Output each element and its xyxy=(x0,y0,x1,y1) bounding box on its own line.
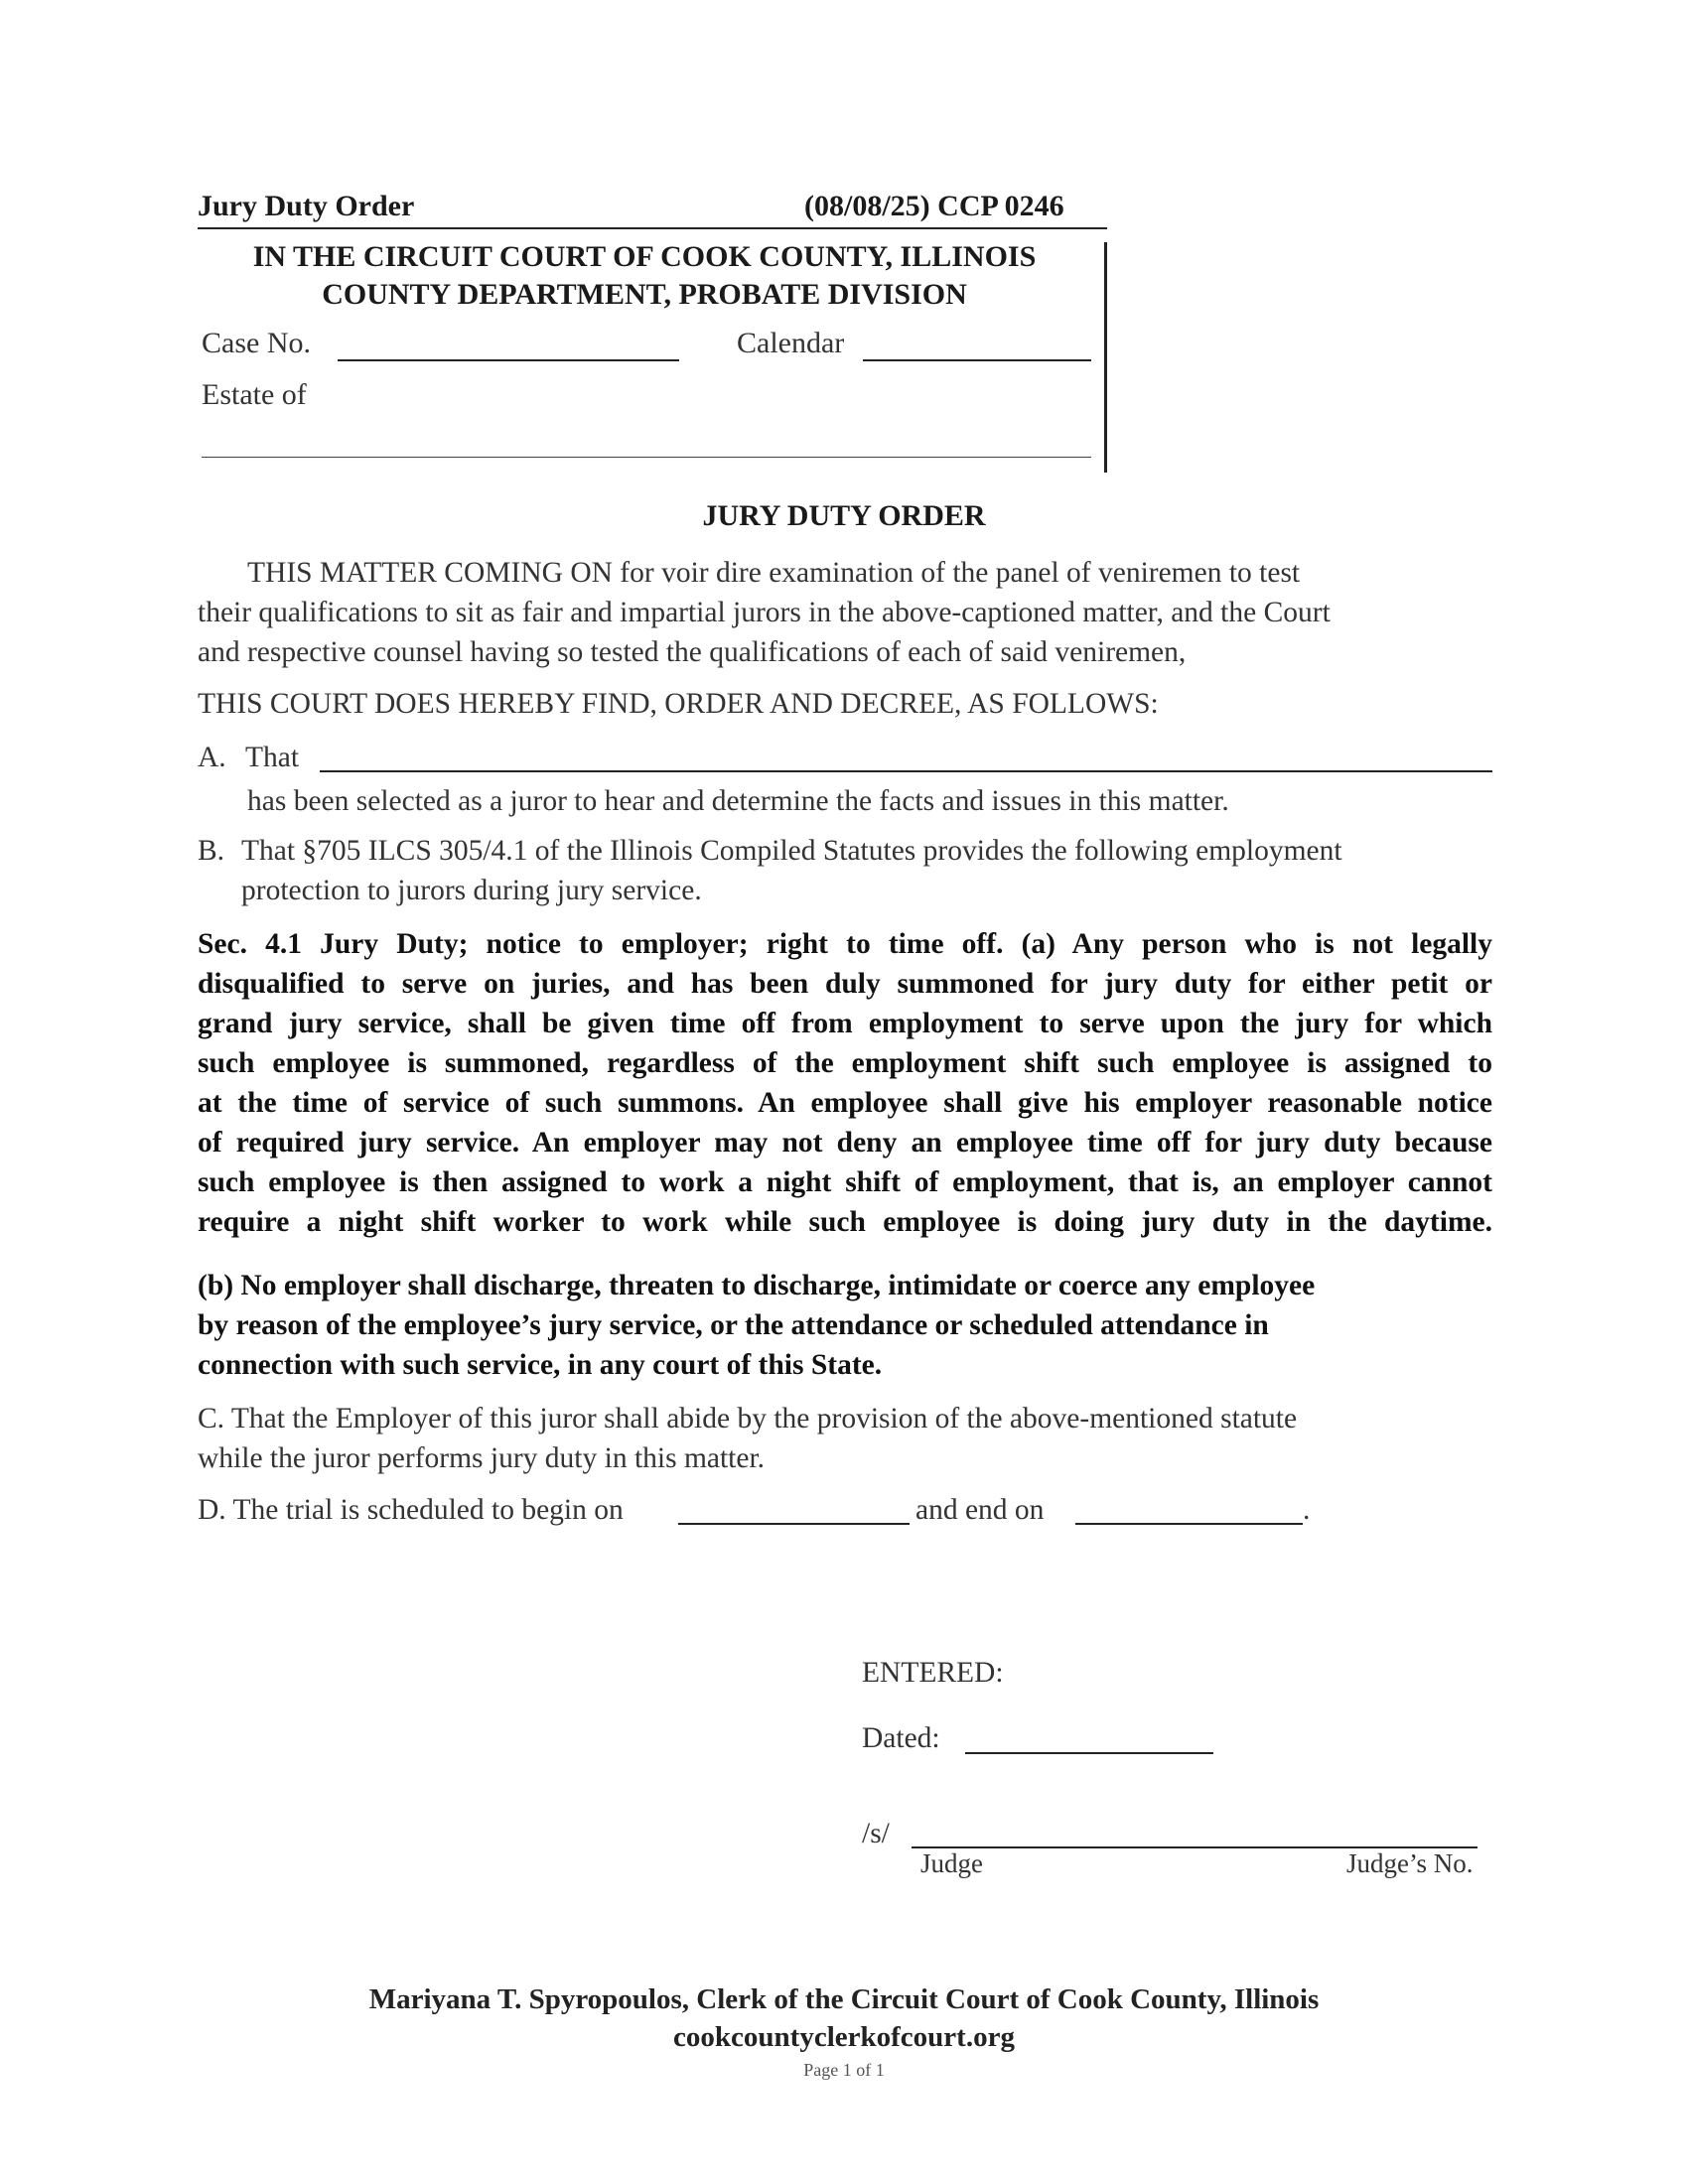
intro-line-1: THIS MATTER COMING ON for voir dire examination of the panel of veniremen to test xyxy=(247,557,1301,589)
statute-b-line-1: (b) No employer shall discharge, threaten to discharge, intimidate or coerce any employee xyxy=(198,1270,1316,1301)
caption-right-rule xyxy=(1104,242,1107,473)
statute-a-line-3: grand jury service, shall be given time off from employment to serve upon the jury for which xyxy=(198,1008,1492,1039)
item-b-label: B. xyxy=(198,835,225,867)
estate-field[interactable] xyxy=(202,457,1091,458)
dated-field[interactable] xyxy=(965,1752,1213,1754)
statute-a-line-1: Sec. 4.1 Jury Duty; notice to employer; right to time off. (a) Any person who is not legally xyxy=(198,928,1492,960)
intro-line-2: their qualifications to sit as fair and impartial jurors in the above-captioned matter, and the Court xyxy=(198,597,1331,628)
item-a-continuation: has been selected as a juror to hear and determine the facts and issues in this matter. xyxy=(247,785,1229,817)
item-d-tail: . xyxy=(1303,1494,1311,1526)
form-name: Jury Duty Order xyxy=(198,190,415,222)
trial-begin-date-field[interactable] xyxy=(678,1523,910,1525)
item-c-line-1: C. That the Employer of this juror shall abide by the provision of the above-mentioned statute xyxy=(198,1403,1298,1434)
court-name: IN THE CIRCUIT COURT OF COOK COUNTY, ILLINOIS xyxy=(252,240,1037,273)
statute-b-line-3: connection with such service, in any court of this State. xyxy=(198,1349,883,1381)
court-division: COUNTY DEPARTMENT, PROBATE DIVISION xyxy=(322,278,967,311)
dated-label: Dated: xyxy=(862,1722,940,1754)
form-code: (08/08/25) CCP 0246 xyxy=(804,190,1064,222)
item-a-lead: That xyxy=(245,742,300,773)
calendar-label: Calendar xyxy=(737,327,845,359)
statute-a-line-4: such employee is summoned, regardless of the employment shift such employee is assigned to xyxy=(198,1047,1492,1079)
page-number: Page 1 of 1 xyxy=(803,2060,885,2080)
header-rule xyxy=(198,227,1107,229)
item-a-label: A. xyxy=(198,742,226,773)
statute-a-line-2: disqualified to serve on juries, and has been duly summoned for jury duty for either petit or xyxy=(198,968,1492,1000)
item-b-line-1: That §705 ILCS 305/4.1 of the Illinois Compiled Statutes provides the following employment xyxy=(241,835,1342,867)
clerk-website: cookcountyclerkofcourt.org xyxy=(673,2021,1015,2053)
statute-a-line-8: require a night shift worker to work while such employee is doing jury duty in the daytime. xyxy=(198,1206,1492,1238)
intro-line-3: and respective counsel having so tested the qualifications of each of said veniremen, xyxy=(198,636,1187,668)
case-no-field[interactable] xyxy=(338,359,679,361)
statute-a-line-5: at the time of service of such summons. An employee shall give his employer reasonable notice xyxy=(198,1087,1492,1119)
signature-prefix: /s/ xyxy=(862,1818,890,1849)
juror-name-field[interactable] xyxy=(320,770,1492,772)
estate-label: Estate of xyxy=(202,378,307,411)
item-d-lead: D. The trial is scheduled to begin on xyxy=(198,1494,624,1526)
statute-a-line-7: such employee is then assigned to work a night shift of employment, that is, an employer cannot xyxy=(198,1166,1492,1198)
clerk-line: Mariyana T. Spyropoulos, Clerk of the Circuit Court of Cook County, Illinois xyxy=(368,1983,1320,2015)
item-c-line-2: while the juror performs jury duty in this matter. xyxy=(198,1442,766,1474)
item-b-line-2: protection to jurors during jury service. xyxy=(241,875,702,906)
item-d-middle: and end on xyxy=(915,1494,1045,1526)
case-no-label: Case No. xyxy=(202,327,311,359)
judge-label: Judge xyxy=(920,1848,983,1878)
document-title xyxy=(0,499,1688,533)
statute-b-line-2: by reason of the employee’s jury service, or the attendance or scheduled attendance in xyxy=(198,1309,1269,1341)
calendar-field[interactable] xyxy=(863,359,1091,361)
statute-a-line-6: of required jury service. An employer may not deny an employee time off for jury duty because xyxy=(198,1127,1492,1159)
entered-label: ENTERED: xyxy=(862,1657,1004,1689)
judge-no-label: Judge’s No. xyxy=(1346,1848,1474,1878)
finding-heading: THIS COURT DOES HEREBY FIND, ORDER AND DECREE, AS FOLLOWS: xyxy=(198,688,1159,720)
trial-end-date-field[interactable] xyxy=(1075,1523,1303,1525)
document-title-text: JURY DUTY ORDER xyxy=(702,499,986,532)
